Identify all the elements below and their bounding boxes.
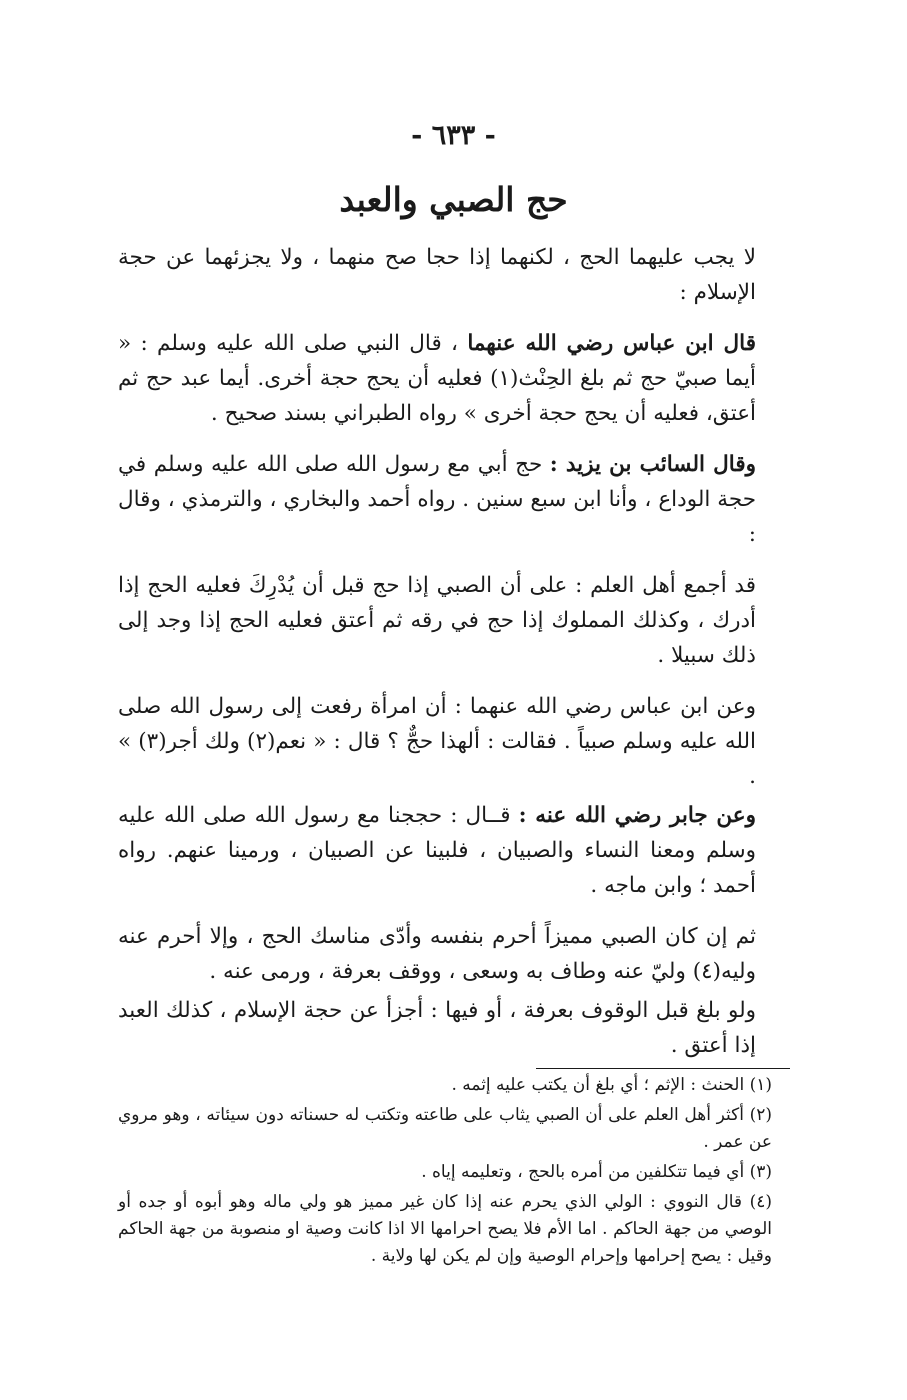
paragraph-intro: لا يجب عليهما الحج ، لكنهما إذا حجا صح منهما ، ولا يجزئهما عن حجة الإسلام : — [118, 245, 756, 305]
footnote-separator — [536, 1068, 790, 1069]
paragraph-woman: وعن ابن عباس رضي الله عنهما : أن امرأة رفعت إلى رسول الله صلى الله عليه وسلم صبياً . فقالت : ألهذا حجٌّ ؟ قال : « نعم(٢) ولك أجر(٣) » . — [118, 694, 756, 789]
page-number: - ٦٣٣ - — [411, 120, 496, 151]
paragraph-discerning-child: ثم إن كان الصبي مميزاً أحرم بنفسه وأدّى مناسك الحج ، وإلا أحرم عنه وليه(٤) وليّ عنه وطاف به وسعى ، ووقف بعرفة ، ورمى عنه . — [118, 924, 756, 984]
footnote-1: (١) الحنث : الإثم ؛ أي بلغ أن يكتب عليه إثمه . — [451, 1075, 772, 1095]
paragraph-ibn-abbas — [118, 326, 790, 431]
paragraph-reaching-puberty: ولو بلغ قبل الوقوف بعرفة ، أو فيها : أجزأ عن حجة الإسلام ، كذلك العبد إذا أعتق . — [118, 998, 756, 1058]
paragraph-text: ، قال النبي صلى الله عليه وسلم : « أيما صبيّ حج ثم بلغ الحِنْث(١) فعليه أن يحج حجة أخرى. أيما عبد حج ثم أعتق، فعليه أن يحج حجة أخرى » رواه الطبراني بسند صحيح . — [118, 331, 756, 426]
paragraph-lead: وقال السائب بن يزيد : — [549, 452, 756, 477]
section-title: حج الصبي والعبد — [339, 180, 568, 219]
body-text — [118, 240, 790, 1079]
paragraph-lead: قال ابن عباس رضي الله عنهما — [467, 331, 756, 356]
footnote-2: (٢) أكثر أهل العلم على أن الصبي يثاب على طاعته وتكتب له حسناته دون سيئاته ، وهو مروي عن عمر . — [118, 1105, 772, 1152]
paragraph-saib — [118, 447, 790, 552]
footnote-4: (٤) قال النووي : الولي الذي يحرم عنه إذا كان غير مميز هو ولي ماله وهو أبوه أو جده أو الوصي من جهة الحاكم . اما الأم فلا يصح احرامها الا اذا كانت وصية او منصوبة من جهة الحاكم وقيل : يصح إحرامها وإحرام الوصية وإن لم يكن لها ولاية . — [118, 1192, 772, 1266]
footnotes — [118, 1072, 790, 1273]
paragraph-text: قــال : حججنا مع رسول الله صلى الله عليه وسلم ومعنا النساء والصبيان ، فلبينا عن الصبيان ، ورمينا عنهم. رواه أحمد ؛ وابن ماجه . — [118, 803, 756, 898]
paragraph-jabir — [118, 798, 790, 903]
paragraph-lead: وعن جابر رضي الله عنه : — [518, 803, 757, 828]
footnote-3: (٣) أي فيما تتكلفين من أمره بالحج ، وتعليمه إياه . — [421, 1162, 772, 1182]
paragraph-text: حج أبي مع رسول الله صلى الله عليه وسلم في حجة الوداع ، وأنا ابن سبع سنين . رواه أحمد والبخاري ، والترمذي ، وقال : — [118, 452, 756, 547]
paragraph-consensus: قد أجمع أهل العلم : على أن الصبي إذا حج قبل أن يُدْرِكَ فعليه الحج إذا أدرك ، وكذلك المملوك إذا حج في رقه ثم أعتق فعليه الحج إذا وجد إلى ذلك سبيلا . — [118, 573, 756, 668]
